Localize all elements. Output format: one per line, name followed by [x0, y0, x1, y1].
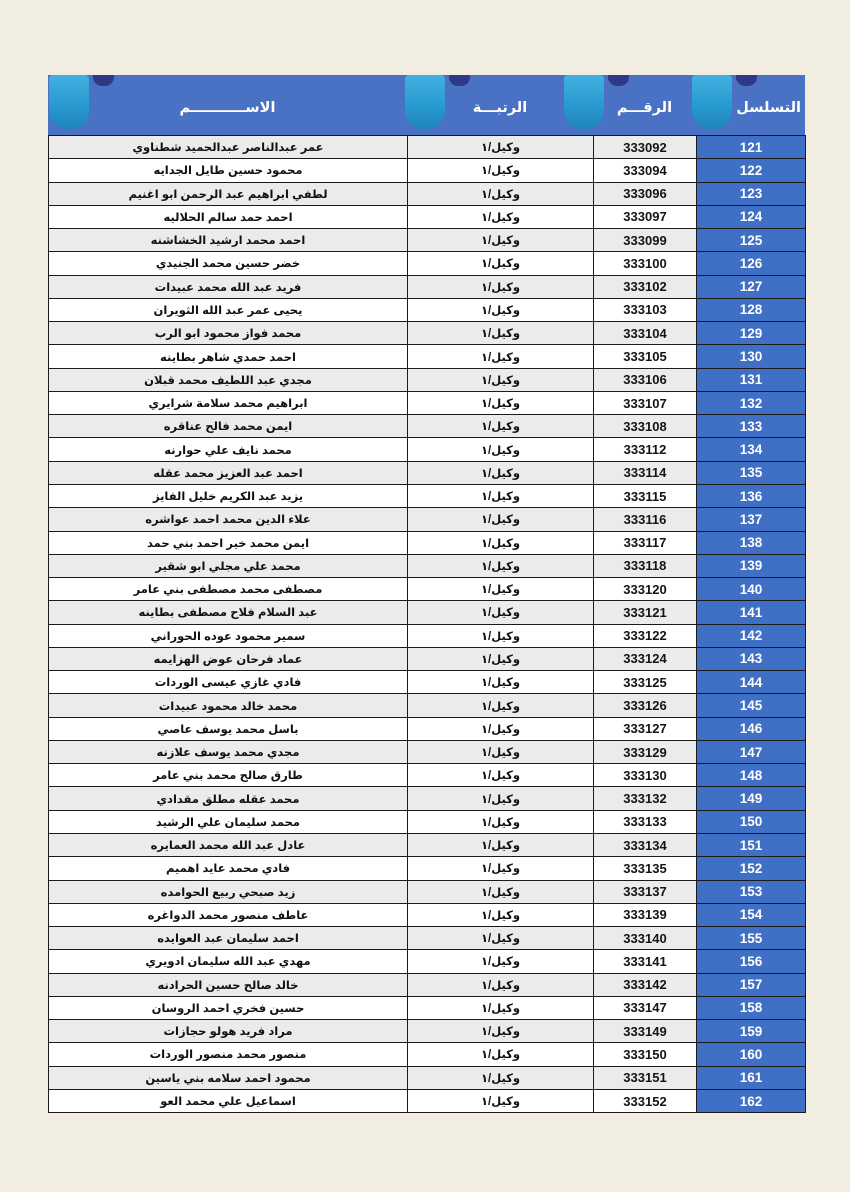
name-cell: مهدي عبد الله سليمان ادويري [49, 950, 408, 973]
serial-cell: 140 [697, 578, 806, 601]
name-cell: محمد علي مجلي ابو شقير [49, 554, 408, 577]
serial-cell: 127 [697, 275, 806, 298]
name-cell: محمود حسين طايل الجدايه [49, 159, 408, 182]
rank-cell: وكيل/١ [408, 740, 594, 763]
serial-cell: 152 [697, 857, 806, 880]
rank-cell: وكيل/١ [408, 810, 594, 833]
number-cell: 333150 [594, 1043, 697, 1066]
rank-cell: وكيل/١ [408, 880, 594, 903]
serial-cell: 147 [697, 740, 806, 763]
table-row [49, 717, 806, 740]
serial-cell: 130 [697, 345, 806, 368]
rank-cell: وكيل/١ [408, 764, 594, 787]
table-row [49, 531, 806, 554]
serial-cell: 128 [697, 298, 806, 321]
column-header-name: الاســـــــــــم [179, 100, 276, 116]
table-row [49, 252, 806, 275]
rank-cell: وكيل/١ [408, 182, 594, 205]
notch-icon [449, 75, 470, 86]
number-cell: 333141 [594, 950, 697, 973]
name-cell: محمد عقله مطلق مقدادي [49, 787, 408, 810]
serial-cell: 151 [697, 833, 806, 856]
number-cell: 333142 [594, 973, 697, 996]
rank-cell: وكيل/١ [408, 275, 594, 298]
name-cell: مصطفى محمد مصطفى بني عامر [49, 578, 408, 601]
name-cell: محمد سليمان علي الرشيد [49, 810, 408, 833]
name-cell: عمر عبدالناصر عبدالحميد شطناوي [49, 136, 408, 159]
number-cell: 333096 [594, 182, 697, 205]
rank-cell: وكيل/١ [408, 647, 594, 670]
bookmark-tab-icon [405, 75, 445, 129]
table-row [49, 322, 806, 345]
serial-cell: 134 [697, 438, 806, 461]
serial-cell: 153 [697, 880, 806, 903]
notch-icon [93, 75, 114, 86]
roster-table-grid [48, 135, 806, 1113]
serial-cell: 125 [697, 229, 806, 252]
table-row [49, 554, 806, 577]
name-cell: عماد فرحان عوض الهزايمه [49, 647, 408, 670]
table-row [49, 973, 806, 996]
number-cell: 333116 [594, 508, 697, 531]
rank-cell: وكيل/١ [408, 554, 594, 577]
number-cell: 333152 [594, 1089, 697, 1112]
name-cell: باسل محمد يوسف عاصي [49, 717, 408, 740]
column-header-serial: التسلسل [736, 100, 801, 116]
rank-cell: وكيل/١ [408, 298, 594, 321]
table-row [49, 1089, 806, 1112]
table-header [48, 75, 805, 135]
serial-cell: 158 [697, 996, 806, 1019]
rank-cell: وكيل/١ [408, 694, 594, 717]
rank-cell: وكيل/١ [408, 136, 594, 159]
notch-icon [736, 75, 757, 86]
serial-cell: 146 [697, 717, 806, 740]
table-row [49, 415, 806, 438]
number-cell: 333137 [594, 880, 697, 903]
name-cell: فريد عبد الله محمد عبيدات [49, 275, 408, 298]
number-cell: 333151 [594, 1066, 697, 1089]
rank-cell: وكيل/١ [408, 833, 594, 856]
serial-cell: 136 [697, 484, 806, 507]
number-cell: 333134 [594, 833, 697, 856]
rank-cell: وكيل/١ [408, 717, 594, 740]
number-cell: 333147 [594, 996, 697, 1019]
serial-cell: 145 [697, 694, 806, 717]
serial-cell: 135 [697, 461, 806, 484]
serial-cell: 157 [697, 973, 806, 996]
table-row [49, 1020, 806, 1043]
number-cell: 333094 [594, 159, 697, 182]
table-row [49, 182, 806, 205]
number-cell: 333120 [594, 578, 697, 601]
number-cell: 333124 [594, 647, 697, 670]
number-cell: 333108 [594, 415, 697, 438]
rank-cell: وكيل/١ [408, 578, 594, 601]
table-row [49, 764, 806, 787]
name-cell: مجدي محمد يوسف علازنه [49, 740, 408, 763]
rank-cell: وكيل/١ [408, 1089, 594, 1112]
number-cell: 333103 [594, 298, 697, 321]
table-row [49, 1043, 806, 1066]
serial-cell: 160 [697, 1043, 806, 1066]
serial-cell: 159 [697, 1020, 806, 1043]
rank-cell: وكيل/١ [408, 996, 594, 1019]
table-row [49, 787, 806, 810]
serial-cell: 138 [697, 531, 806, 554]
table-row [49, 578, 806, 601]
rank-cell: وكيل/١ [408, 205, 594, 228]
name-cell: خضر حسين محمد الجنيدي [49, 252, 408, 275]
number-cell: 333114 [594, 461, 697, 484]
name-cell: محمود احمد سلامه بني ياسين [49, 1066, 408, 1089]
number-cell: 333127 [594, 717, 697, 740]
number-cell: 333118 [594, 554, 697, 577]
table-row [49, 508, 806, 531]
table-row [49, 438, 806, 461]
table-row [49, 1066, 806, 1089]
table-row [49, 298, 806, 321]
table-row [49, 484, 806, 507]
name-cell: مراد فريد هولو حجازات [49, 1020, 408, 1043]
serial-cell: 132 [697, 391, 806, 414]
serial-cell: 126 [697, 252, 806, 275]
serial-cell: 122 [697, 159, 806, 182]
name-cell: طارق صالح محمد بني عامر [49, 764, 408, 787]
name-cell: محمد فواز محمود ابو الرب [49, 322, 408, 345]
name-cell: ايمن محمد خير احمد بني حمد [49, 531, 408, 554]
serial-cell: 121 [697, 136, 806, 159]
rank-cell: وكيل/١ [408, 508, 594, 531]
serial-cell: 148 [697, 764, 806, 787]
rank-cell: وكيل/١ [408, 903, 594, 926]
number-cell: 333135 [594, 857, 697, 880]
table-row [49, 950, 806, 973]
serial-cell: 149 [697, 787, 806, 810]
rank-cell: وكيل/١ [408, 252, 594, 275]
number-cell: 333112 [594, 438, 697, 461]
rank-cell: وكيل/١ [408, 1020, 594, 1043]
name-cell: احمد سليمان عبد العوايده [49, 927, 408, 950]
number-cell: 333139 [594, 903, 697, 926]
number-cell: 333117 [594, 531, 697, 554]
number-cell: 333140 [594, 927, 697, 950]
table-row [49, 833, 806, 856]
rank-cell: وكيل/١ [408, 368, 594, 391]
serial-cell: 133 [697, 415, 806, 438]
serial-cell: 131 [697, 368, 806, 391]
table-row [49, 996, 806, 1019]
table-row [49, 159, 806, 182]
name-cell: ايمن محمد فالح عناقره [49, 415, 408, 438]
number-cell: 333102 [594, 275, 697, 298]
rank-cell: وكيل/١ [408, 345, 594, 368]
number-cell: 333105 [594, 345, 697, 368]
table-row [49, 671, 806, 694]
number-cell: 333097 [594, 205, 697, 228]
name-cell: علاء الدين محمد احمد عواشره [49, 508, 408, 531]
number-cell: 333107 [594, 391, 697, 414]
table-row [49, 461, 806, 484]
table-row [49, 229, 806, 252]
serial-cell: 137 [697, 508, 806, 531]
number-cell: 333122 [594, 624, 697, 647]
name-cell: احمد حمد سالم الحلاليه [49, 205, 408, 228]
number-cell: 333099 [594, 229, 697, 252]
table-row [49, 391, 806, 414]
serial-cell: 142 [697, 624, 806, 647]
number-cell: 333125 [594, 671, 697, 694]
name-cell: سمير محمود عوده الحوراني [49, 624, 408, 647]
notch-icon [608, 75, 629, 86]
serial-cell: 155 [697, 927, 806, 950]
table-row [49, 136, 806, 159]
rank-cell: وكيل/١ [408, 950, 594, 973]
name-cell: احمد حمدي شاهر بطاينه [49, 345, 408, 368]
rank-cell: وكيل/١ [408, 484, 594, 507]
rank-cell: وكيل/١ [408, 601, 594, 624]
table-row [49, 857, 806, 880]
serial-cell: 129 [697, 322, 806, 345]
serial-cell: 141 [697, 601, 806, 624]
rank-cell: وكيل/١ [408, 531, 594, 554]
rank-cell: وكيل/١ [408, 624, 594, 647]
rank-cell: وكيل/١ [408, 927, 594, 950]
serial-cell: 124 [697, 205, 806, 228]
number-cell: 333129 [594, 740, 697, 763]
name-cell: زيد صبحي ربيع الحوامده [49, 880, 408, 903]
number-cell: 333126 [594, 694, 697, 717]
table-row [49, 205, 806, 228]
rank-cell: وكيل/١ [408, 322, 594, 345]
name-cell: يزيد عبد الكريم خليل الفايز [49, 484, 408, 507]
table-row [49, 275, 806, 298]
name-cell: خالد صالح حسين الحرادنه [49, 973, 408, 996]
number-cell: 333092 [594, 136, 697, 159]
name-cell: منصور محمد منصور الوردات [49, 1043, 408, 1066]
serial-cell: 150 [697, 810, 806, 833]
number-cell: 333115 [594, 484, 697, 507]
rank-cell: وكيل/١ [408, 159, 594, 182]
table-row [49, 880, 806, 903]
name-cell: اسماعيل علي محمد العو [49, 1089, 408, 1112]
name-cell: عبد السلام فلاح مصطفى بطاينه [49, 601, 408, 624]
name-cell: مجدي عبد اللطيف محمد قبلان [49, 368, 408, 391]
name-cell: احمد محمد ارشيد الخشاشنه [49, 229, 408, 252]
table-row [49, 810, 806, 833]
number-cell: 333149 [594, 1020, 697, 1043]
number-cell: 333104 [594, 322, 697, 345]
serial-cell: 139 [697, 554, 806, 577]
rank-cell: وكيل/١ [408, 671, 594, 694]
serial-cell: 123 [697, 182, 806, 205]
table-row [49, 368, 806, 391]
name-cell: احمد عبد العزيز محمد عقله [49, 461, 408, 484]
number-cell: 333133 [594, 810, 697, 833]
serial-cell: 144 [697, 671, 806, 694]
name-cell: محمد خالد محمود عبيدات [49, 694, 408, 717]
name-cell: حسين فخري احمد الروسان [49, 996, 408, 1019]
rank-cell: وكيل/١ [408, 461, 594, 484]
number-cell: 333121 [594, 601, 697, 624]
serial-cell: 162 [697, 1089, 806, 1112]
serial-cell: 161 [697, 1066, 806, 1089]
name-cell: يحيى عمر عبد الله الثويران [49, 298, 408, 321]
rank-cell: وكيل/١ [408, 787, 594, 810]
table-row [49, 624, 806, 647]
rank-cell: وكيل/١ [408, 415, 594, 438]
name-cell: ابراهيم محمد سلامة شرايري [49, 391, 408, 414]
number-cell: 333132 [594, 787, 697, 810]
name-cell: عادل عبد الله محمد العمايره [49, 833, 408, 856]
number-cell: 333130 [594, 764, 697, 787]
table-row [49, 903, 806, 926]
column-header-number: الرقـــم [616, 100, 673, 116]
serial-cell: 154 [697, 903, 806, 926]
rank-cell: وكيل/١ [408, 229, 594, 252]
rank-cell: وكيل/١ [408, 973, 594, 996]
bookmark-tab-icon [49, 75, 89, 129]
rank-cell: وكيل/١ [408, 391, 594, 414]
table-row [49, 740, 806, 763]
table-row [49, 694, 806, 717]
rank-cell: وكيل/١ [408, 1066, 594, 1089]
rank-cell: وكيل/١ [408, 857, 594, 880]
serial-cell: 143 [697, 647, 806, 670]
name-cell: فادي غازي عيسى الوردات [49, 671, 408, 694]
rank-cell: وكيل/١ [408, 438, 594, 461]
table-row [49, 345, 806, 368]
number-cell: 333100 [594, 252, 697, 275]
name-cell: فادي محمد عايد اهميم [49, 857, 408, 880]
name-cell: عاطف منصور محمد الدواغره [49, 903, 408, 926]
table-row [49, 647, 806, 670]
table-row [49, 927, 806, 950]
serial-cell: 156 [697, 950, 806, 973]
bookmark-tab-icon [692, 75, 732, 129]
roster-table-body [49, 136, 806, 1113]
number-cell: 333106 [594, 368, 697, 391]
bookmark-tab-icon [564, 75, 604, 129]
name-cell: لطفي ابراهيم عبد الرحمن ابو اغنيم [49, 182, 408, 205]
name-cell: محمد نايف علي حوارنه [49, 438, 408, 461]
rank-cell: وكيل/١ [408, 1043, 594, 1066]
roster-table [48, 75, 805, 1113]
column-header-rank: الرتبـــة [472, 100, 528, 116]
table-row [49, 601, 806, 624]
